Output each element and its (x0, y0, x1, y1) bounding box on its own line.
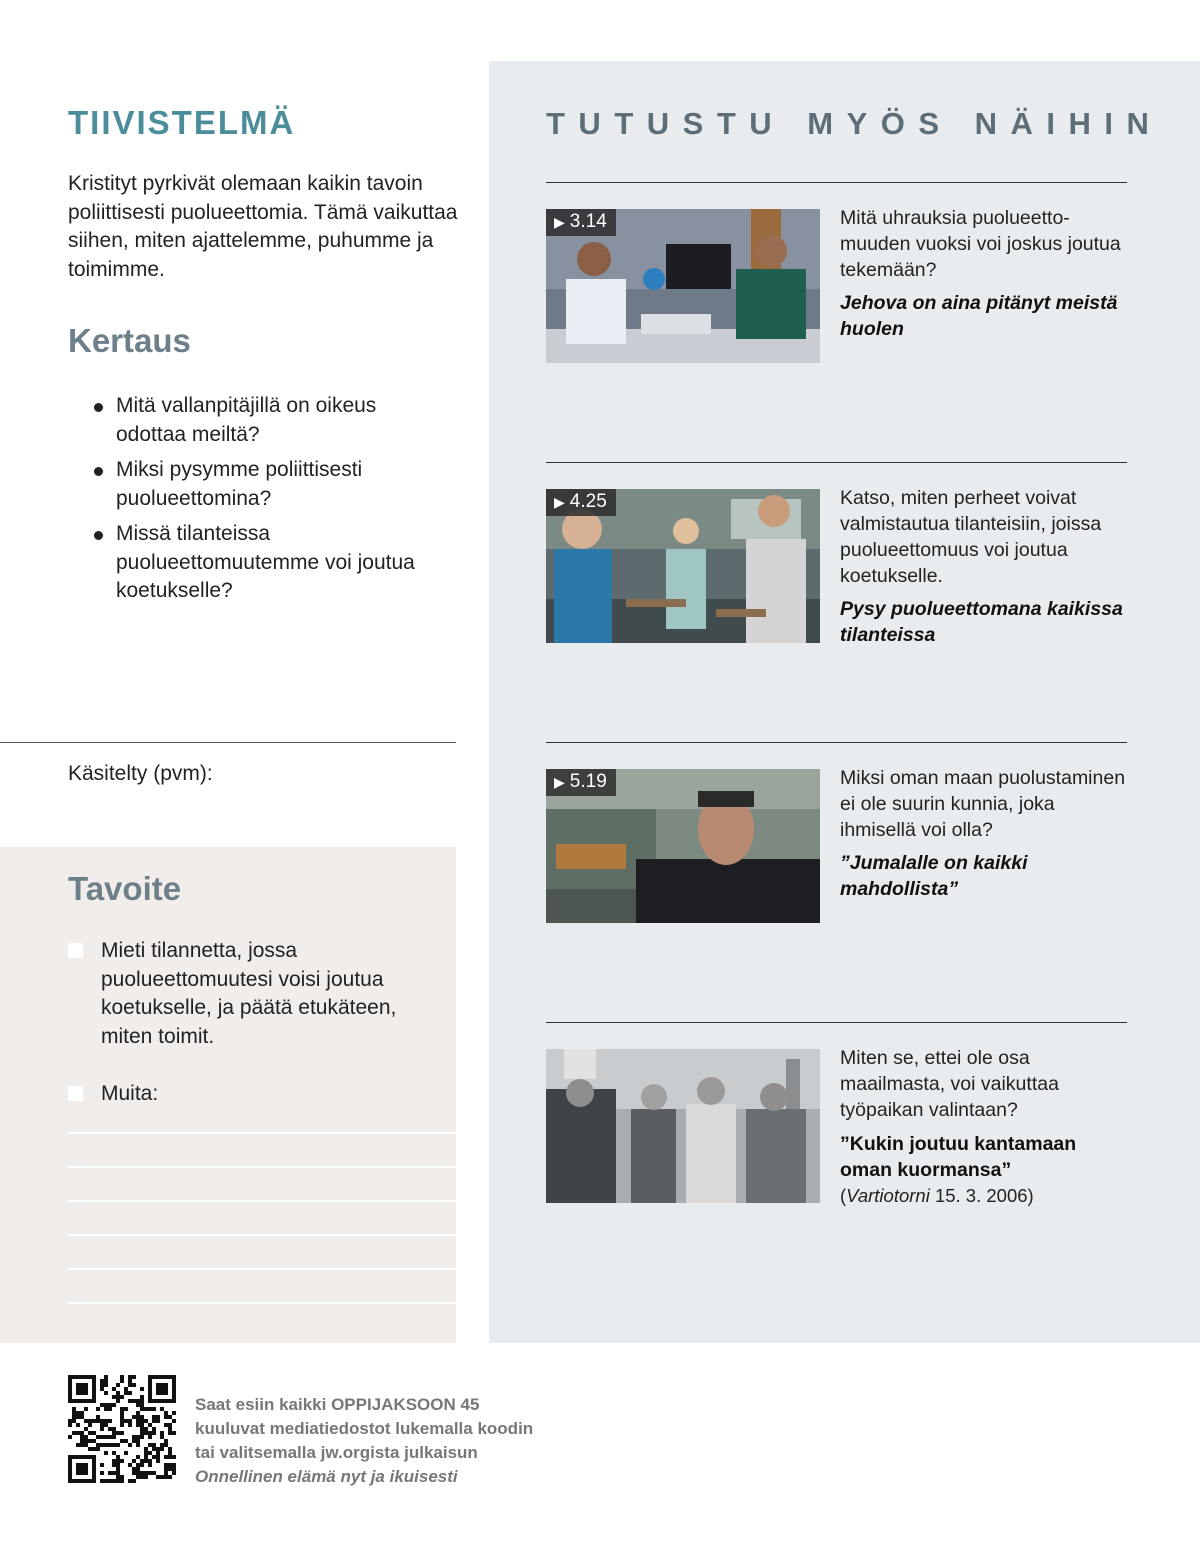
duration-badge: ▶ 5.19 (546, 769, 616, 796)
divider (546, 462, 1127, 463)
video-thumbnail-3[interactable] (546, 769, 820, 923)
qr-code-graphic (68, 1375, 176, 1483)
video-thumbnail-2[interactable] (546, 489, 820, 643)
footer-line: tai valitsemalla jw.orgista julkaisun (195, 1443, 478, 1462)
play-icon: ▶ (554, 774, 565, 790)
write-line[interactable] (68, 1166, 456, 1168)
write-line[interactable] (68, 1132, 456, 1134)
write-line[interactable] (68, 1302, 456, 1304)
goal-item-1[interactable] (68, 937, 408, 1051)
write-line[interactable] (68, 1268, 456, 1270)
goal-item-other[interactable] (68, 1080, 408, 1109)
duration-badge: ▶ 3.14 (546, 209, 616, 236)
divider (0, 742, 456, 743)
divider (546, 1022, 1127, 1023)
divider (546, 742, 1127, 743)
checkbox[interactable] (68, 943, 83, 958)
article-thumbnail-4[interactable] (546, 1049, 820, 1203)
item-source: (Vartiotorni 15. 3. 2006) (840, 1185, 1034, 1206)
date-label: Käsitelty (pvm): (68, 762, 213, 785)
goal-title: Tavoite (68, 870, 182, 907)
review-item: Mitä vallanpitäjillä on oikeus odottaa meiltä? (92, 392, 422, 449)
item-title-link[interactable]: Jehova on aina pitänyt meistä huolen (840, 292, 1118, 340)
play-icon: ▶ (554, 214, 565, 230)
item-title-link[interactable]: ”Kukin joutuu kantamaan oman kuormansa” (840, 1133, 1077, 1181)
item-question: Katso, miten perheet voivat valmistautua tilanteisiin, joissa puolueettomuus voi joutua koetukselle. (840, 487, 1102, 587)
review-item: Miksi pysymme poliittisesti puolueettomina? (92, 456, 422, 513)
summary-title: TIIVISTELMÄ (68, 104, 296, 141)
qr-code-icon[interactable] (68, 1375, 176, 1483)
footer-publication-title[interactable]: Onnellinen elämä nyt ja ikuisesti (195, 1467, 458, 1486)
summary-text: Kristityt pyrkivät olemaan kaikin tavoin poliittisesti puolueettomia. Tämä vaikuttaa siihen, miten ajattelemme, puhumme ja toimimme. (68, 172, 458, 281)
item-question: Miksi oman maan puolustaminen ei ole suurin kunnia, joka ihmisellä voi olla? (840, 767, 1126, 841)
write-line[interactable] (68, 1200, 456, 1202)
review-title: Kertaus (68, 322, 191, 359)
video-thumbnail-1[interactable] (546, 209, 820, 363)
goal-item-label: Muita: (101, 1082, 159, 1105)
checkbox[interactable] (68, 1086, 83, 1101)
item-question: Miten se, ettei ole osa maailmasta, voi vaikuttaa työpaikan valintaan? (840, 1047, 1059, 1121)
illustration-image (546, 1049, 820, 1203)
goal-item-label: Mieti tilannetta, jossa puolueettomuutesi voisi joutua koetukselle, ja päätä etukäteen, miten toimit. (101, 939, 397, 1048)
write-line[interactable] (68, 1234, 456, 1236)
item-title-link[interactable]: ”Jumalalle on kaikki mahdollista” (840, 852, 1028, 900)
item-title-link[interactable]: Pysy puolueettomana kaikissa tilanteissa (840, 598, 1123, 646)
duration-badge: ▶ 4.25 (546, 489, 616, 516)
footer-line: kuuluvat mediatiedostot lukemalla koodin (195, 1419, 534, 1438)
review-list (92, 392, 422, 613)
item-question: Mitä uhrauksia puolueetto-muuden vuoksi voi joskus joutua tekemään? (840, 207, 1121, 281)
review-item: Missä tilanteissa puolueettomuutemme voi joutua koetukselle? (92, 520, 422, 606)
play-icon: ▶ (554, 494, 565, 510)
explore-title: TUTUSTU MYÖS NÄIHIN (546, 106, 1163, 141)
footer-line: Saat esiin kaikki OPPIJAKSOON 45 (195, 1395, 480, 1414)
divider (546, 182, 1127, 183)
footer-text (195, 1393, 595, 1489)
